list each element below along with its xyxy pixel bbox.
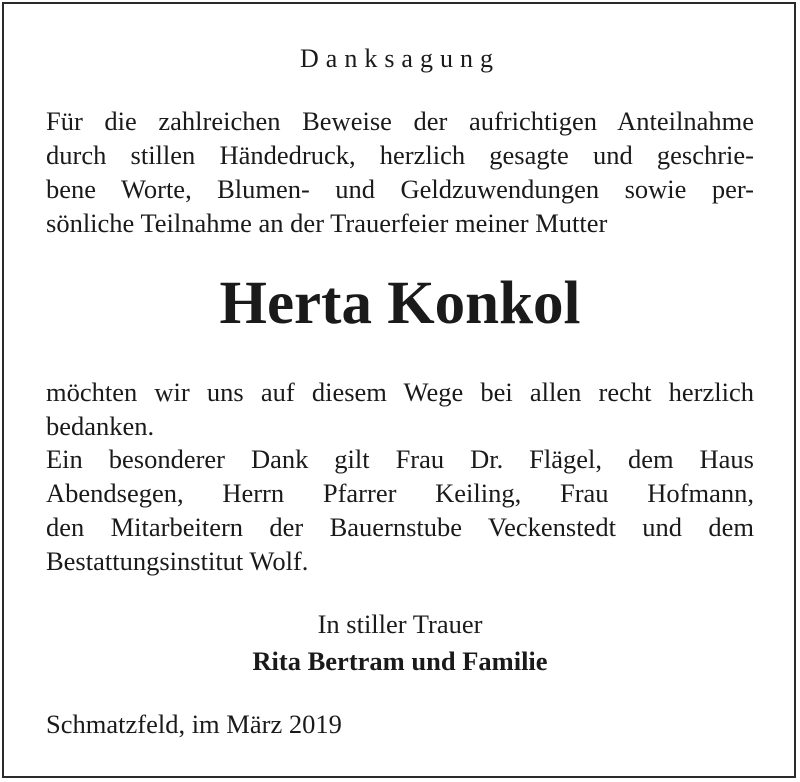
intro-line: durch stillen Händedruck, herzlich gesagte und geschrie-: [46, 140, 754, 170]
intro-line: Für die zahlreichen Beweise der aufrichtigen Anteilnahme: [46, 106, 754, 136]
place-date: Schmatzfeld, im März 2019: [46, 709, 342, 739]
intro-line: bene Worte, Blumen- und Geldzuwendungen sowie per-: [46, 174, 754, 204]
special-thanks-line: Ein besonderer Dank gilt Frau Dr. Flägel, dem Haus: [46, 444, 754, 474]
intro-line: sönliche Teilnahme an der Trauerfeier meiner Mutter: [46, 208, 608, 238]
thanks-paragraph: [46, 375, 754, 443]
notice-heading: Danksagung: [300, 44, 500, 73]
mourning-line: In stiller Trauer: [317, 609, 483, 639]
intro-paragraph: [46, 104, 754, 240]
thanks-line: möchten wir uns auf diesem Wege bei allen recht herzlich: [46, 377, 754, 407]
deceased-name: Herta Konkol: [219, 270, 581, 337]
special-thanks-paragraph: [46, 442, 754, 578]
special-thanks-line: Abendsegen, Herrn Pfarrer Keiling, Frau Hofmann,: [46, 478, 754, 508]
family-signature: Rita Bertram und Familie: [252, 646, 548, 676]
notice-frame: [2, 2, 796, 778]
special-thanks-line: den Mitarbeitern der Bauernstube Veckenstedt und dem: [46, 512, 754, 542]
special-thanks-line: Bestattungsinstitut Wolf.: [46, 546, 309, 576]
thanks-line: bedanken.: [46, 411, 155, 441]
